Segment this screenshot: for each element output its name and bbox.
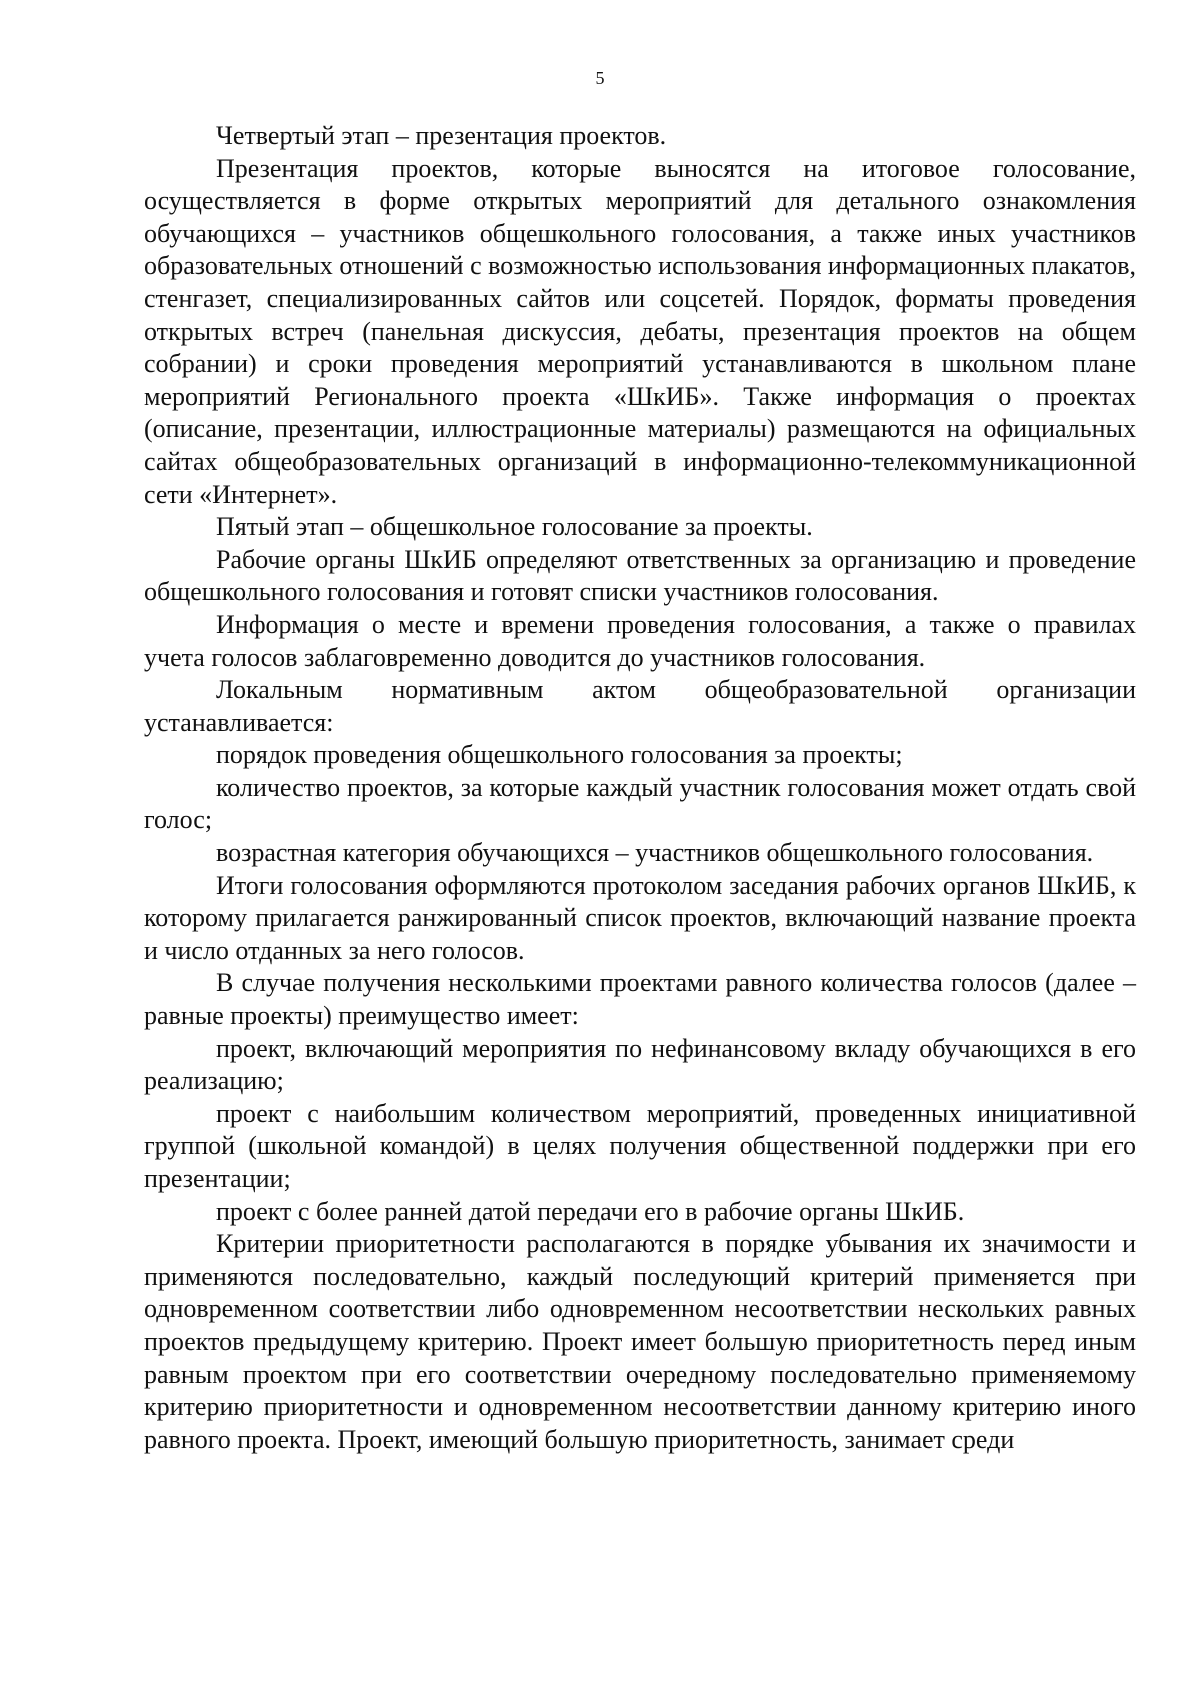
list-item-voting-procedure: порядок проведения общешкольного голосования за проекты; <box>216 740 903 770</box>
list-item-non-financial-contribution: проект, включающий мероприятия по нефинансовому вкладу обучающихся в его реализацию; <box>144 1033 1136 1096</box>
list-item-project-count: количество проектов, за которые каждый участник голосования может отдать свой голос; <box>144 772 1136 835</box>
list-item-most-events: проект с наибольшим количеством мероприятий, проведенных инициативной группой (школьной командой) в целях получения общественной поддержки при его презентации; <box>144 1098 1136 1193</box>
paragraph-local-act: Локальным нормативным актом общеобразовательной организации устанавливается: <box>144 675 1136 737</box>
paragraph-presentation-description: Презентация проектов, которые выносятся на итоговое голосование, осуществляется в форме открытых мероприятий для детального ознакомления обучающихся – участников общешкольного голосования, а также иных участников образовательных отношений с возможностью использования информационных плакатов, стенгазет, специализированных сайтов или соцсетей. Порядок, форматы проведения открытых встреч (панельная дискуссия, дебаты, презентация проектов на общем собрании) и сроки проведения мероприятий устанавливаются в школьном плане мероприятий Регионального проекта «ШкИБ». Также информация о проектах (описание, презентации, иллюстрационные материалы) размещаются на официальных сайтах общеобразовательных организаций в информационно-телекоммуникационной сети «Интернет». <box>144 153 1136 509</box>
paragraph-stage-four-heading: Четвертый этап – презентация проектов. <box>216 121 667 150</box>
paragraph-equal-projects: В случае получения несколькими проектами равного количества голосов (далее – равные проекты) преимущество имеет: <box>144 968 1136 1031</box>
list-item-age-category: возрастная категория обучающихся – участников общешкольного голосования. <box>216 838 1094 868</box>
page-number: 5 <box>595 68 605 88</box>
paragraph-stage-five-heading: Пятый этап – общешкольное голосование за проекты. <box>216 512 813 542</box>
paragraph-voting-information: Информация о месте и времени проведения голосования, а также о правилах учета голосов заблаговременно доводится до участников голосования. <box>144 609 1136 672</box>
paragraph-working-bodies: Рабочие органы ШкИБ определяют ответственных за организацию и проведение общешкольного голосования и готовят списки участников голосования. <box>144 544 1136 607</box>
document-body <box>144 120 1136 1456</box>
list-item-earlier-date: проект с более ранней датой передачи его в рабочие органы ШкИБ. <box>216 1196 965 1226</box>
paragraph-priority-criteria: Критерии приоритетности располагаются в порядке убывания их значимости и применяются последовательно, каждый последующий критерий применяется при одновременном соответствии либо одновременном несоответствии нескольких равных проектов предыдущему критерию. Проект имеет большую приоритетность перед иным равным проектом при его соответствии очередному последовательно применяемому критерию приоритетности и одновременном несоответствии данному критерию иного равного проекта. Проект, имеющий большую приоритетность, занимает среди <box>144 1229 1136 1454</box>
paragraph-voting-results: Итоги голосования оформляются протоколом заседания рабочих органов ШкИБ, к которому прилагается ранжированный список проектов, включающий название проекта и число отданных за него голосов. <box>144 870 1136 965</box>
